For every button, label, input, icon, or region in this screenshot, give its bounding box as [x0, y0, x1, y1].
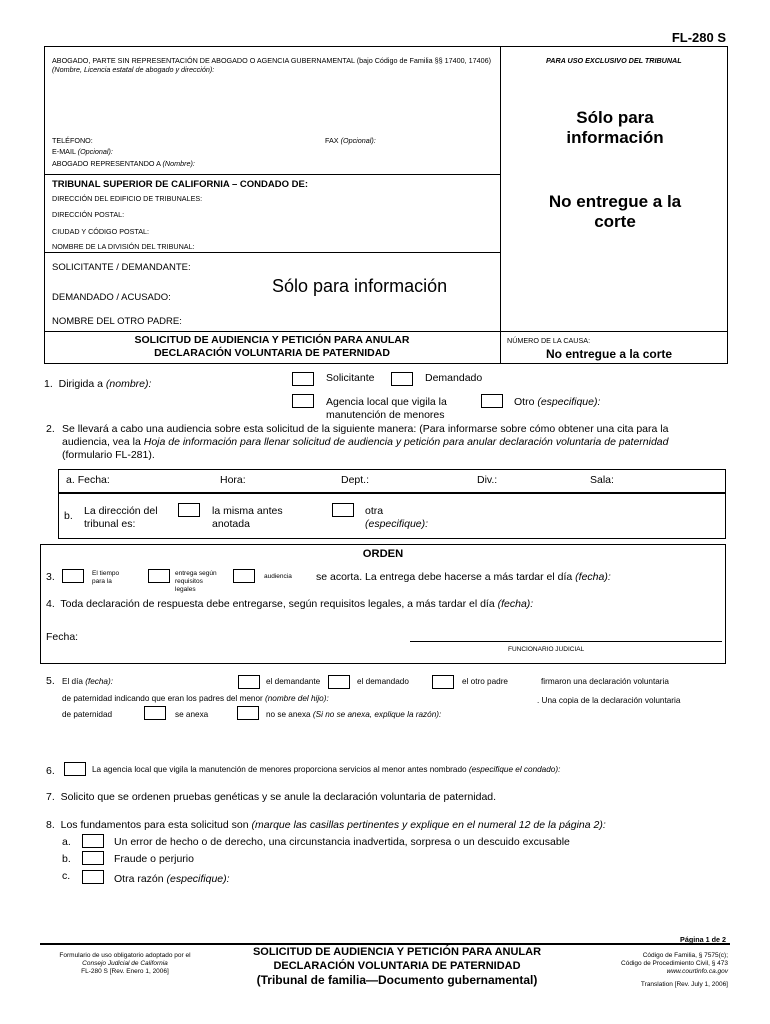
item2-num: 2.: [46, 423, 55, 435]
item8-text: 8. Los fundamentos para esta solicitud son (marque las casillas pertinentes y explique en el numeral 12 de la página 2):: [46, 819, 606, 831]
item5-line2: de paternidad indicando que eran los padres del menor (nombre del hijo):: [62, 694, 329, 703]
item8-a: a.: [62, 836, 71, 848]
item1-petitioner-label: Solicitante: [326, 372, 375, 384]
attorney-for-label: ABOGADO REPRESENTANDO A (Nombre):: [52, 159, 195, 168]
form-id: FL-280 S: [671, 30, 726, 45]
petitioner-label: SOLICITANTE / DEMANDANTE:: [52, 262, 191, 273]
other-address-label: otra (especifique):: [365, 505, 429, 530]
item8-c-text: Otra razón (especifique):: [114, 873, 230, 885]
same-address-checkbox[interactable]: [178, 503, 200, 517]
item7-text: 7. Solicito que se ordenen pruebas genéticas y se anule la declaración voluntaria de paternidad.: [46, 791, 497, 803]
branch-label: NOMBRE DE LA DIVISIÓN DEL TRIBUNAL:: [52, 242, 195, 251]
order4-text: 4. Toda declaración de respuesta debe entregarse, según requisitos legales, a más tardar el día (fecha):: [46, 598, 534, 610]
item1-other-checkbox[interactable]: [481, 394, 503, 408]
officer-signature-line: [410, 641, 722, 642]
item1-other-label: Otro (especifique):: [514, 396, 601, 408]
hearing-a: a. Fecha:: [66, 474, 110, 486]
item6-num: 6.: [46, 765, 55, 777]
page-number: Página 1 de 2: [680, 935, 726, 944]
mailing-label: DIRECCIÓN POSTAL:: [52, 210, 125, 219]
not-attached-label: no se anexa (Si no se anexa, explique la razón):: [266, 710, 442, 719]
footer-adopted: Formulario de uso obligatorio adoptado por el Consejo Judicial de California FL-280 S [Rev. Enero 1, 2006]: [59, 952, 191, 975]
item8-c-checkbox[interactable]: [82, 870, 104, 884]
caption-divider: [500, 46, 501, 364]
hearing-b: b.: [64, 510, 73, 522]
hearing-date-row: [58, 469, 726, 493]
item1-petitioner-checkbox[interactable]: [292, 372, 314, 386]
order-date-label: Fecha:: [46, 631, 79, 643]
attached-label: se anexa: [175, 710, 209, 719]
item5-copy: . Una copia de la declaración voluntaria: [537, 696, 681, 705]
attached-checkbox[interactable]: [144, 706, 166, 720]
hearing-time: Hora:: [220, 474, 246, 486]
footer-title: SOLICITUD DE AUDIENCIA Y PETICIÓN PARA ANULAR DECLARACIÓN VOLUNTARIA DE PATERNIDAD (Tribunal de familia—Documento gubernamental): [252, 946, 542, 987]
footer-translation: Translation [Rev. July 1, 2006]: [640, 981, 728, 988]
item5-petitioner-checkbox[interactable]: [238, 675, 260, 689]
item5-petitioner-label: el demandante: [266, 677, 321, 686]
case-number-label: NÚMERO DE LA CAUSA:: [507, 336, 591, 345]
service-label: entrega según requisitos legales: [175, 570, 217, 593]
info-watermark: Sólo para información: [272, 276, 448, 296]
court-address-label: La dirección del tribunal es:: [84, 505, 158, 530]
item1-label: 1. Dirigida a (nombre):: [44, 378, 152, 390]
form-title: SOLICITUD DE AUDIENCIA Y PETICIÓN PARA ANULAR DECLARACIÓN VOLUNTARIA DE PATERNIDAD: [134, 334, 410, 359]
hearing-div: Div.:: [477, 474, 498, 486]
city-label: CIUDAD Y CÓDIGO POSTAL:: [52, 227, 150, 236]
item8-a-checkbox[interactable]: [82, 834, 104, 848]
respondent-label: DEMANDADO / ACUSADO:: [52, 292, 171, 303]
court-title: TRIBUNAL SUPERIOR DE CALIFORNIA – CONDADO DE:: [52, 179, 308, 190]
item5-respondent-label: el demandado: [357, 677, 409, 686]
fax-label: FAX (Opcional):: [325, 136, 376, 145]
no-court-note: No entregue a la corte: [548, 192, 682, 231]
item2-text: Se llevará a cabo una audiencia sobre esta solicitud de la siguiente manera: (Para informarse sobre cómo obtener una cita para la audiencia, vea la Hoja de información para llenar solicitud de audiencia y petición para anular declaración voluntaria de paternidad (formulario FL-281).: [62, 423, 669, 461]
service-checkbox[interactable]: [148, 569, 170, 583]
item5-on: El día (fecha):: [62, 677, 113, 686]
order3-num: 3.: [46, 571, 55, 583]
item8-c: c.: [62, 870, 71, 882]
item8-b-checkbox[interactable]: [82, 851, 104, 865]
info-only-note: Sólo para información: [566, 108, 664, 147]
hearing-room: Sala:: [590, 474, 614, 486]
item5-other-parent-label: el otro padre: [462, 677, 508, 686]
item6-checkbox[interactable]: [64, 762, 86, 776]
item5-num: 5.: [46, 675, 55, 687]
street-label: DIRECCIÓN DEL EDIFICIO DE TRIBUNALES:: [52, 194, 203, 203]
officer-label: FUNCIONARIO JUDICIAL: [508, 646, 585, 653]
order-title: ORDEN: [362, 548, 404, 560]
hearing-label: audiencia: [264, 573, 292, 580]
case-watermark: No entregue a la corte: [546, 347, 673, 361]
item1-respondent-checkbox[interactable]: [391, 372, 413, 386]
email-label: E-MAIL (Opcional):: [52, 147, 113, 156]
item5-respondent-checkbox[interactable]: [328, 675, 350, 689]
same-address-label: la misma antes anotada: [212, 505, 283, 530]
item5-signed: firmaron una declaración voluntaria: [541, 677, 669, 686]
footer-codes: Código de Familia, § 7575(c); Código de Procedimiento Civil, § 473 www.courtinfo.ca.gov: [621, 952, 728, 975]
hearing-checkbox[interactable]: [233, 569, 255, 583]
other-address-checkbox[interactable]: [332, 503, 354, 517]
item1-agency-label: Agencia local que vigila la manutención de menores: [326, 396, 447, 421]
shortened-text: se acorta. La entrega debe hacerse a más tardar el día (fecha):: [316, 571, 611, 583]
time-for-label: El tiempo para la: [92, 570, 120, 585]
item8-b: b.: [62, 853, 71, 865]
phone-label: TELÉFONO:: [52, 136, 93, 145]
time-for-checkbox[interactable]: [62, 569, 84, 583]
item1-respondent-label: Demandado: [425, 372, 483, 384]
attorney-label: ABOGADO, PARTE SIN REPRESENTACIÓN DE ABOGADO O AGENCIA GUBERNAMENTAL (bajo Código de Familia §§ 17400, 17406) (Nombre, Licencia estatal de abogado y dirección):: [52, 56, 491, 74]
item5-other-parent-checkbox[interactable]: [432, 675, 454, 689]
court-use-label: PARA USO EXCLUSIVO DEL TRIBUNAL: [546, 56, 682, 65]
item1-agency-checkbox[interactable]: [292, 394, 314, 408]
item8-b-text: Fraude o perjurio: [114, 853, 194, 865]
item8-a-text: Un error de hecho o de derecho, una circunstancia inadvertida, sorpresa o un descuido excusable: [114, 836, 570, 848]
other-parent-label: NOMBRE DEL OTRO PADRE:: [52, 316, 182, 327]
item5-line3: de paternidad: [62, 710, 113, 719]
item6-text: La agencia local que vigila la manutención de menores proporciona servicios al menor antes nombrado (especifique el condado):: [92, 765, 561, 774]
hearing-dept: Dept.:: [341, 474, 370, 486]
not-attached-checkbox[interactable]: [237, 706, 259, 720]
